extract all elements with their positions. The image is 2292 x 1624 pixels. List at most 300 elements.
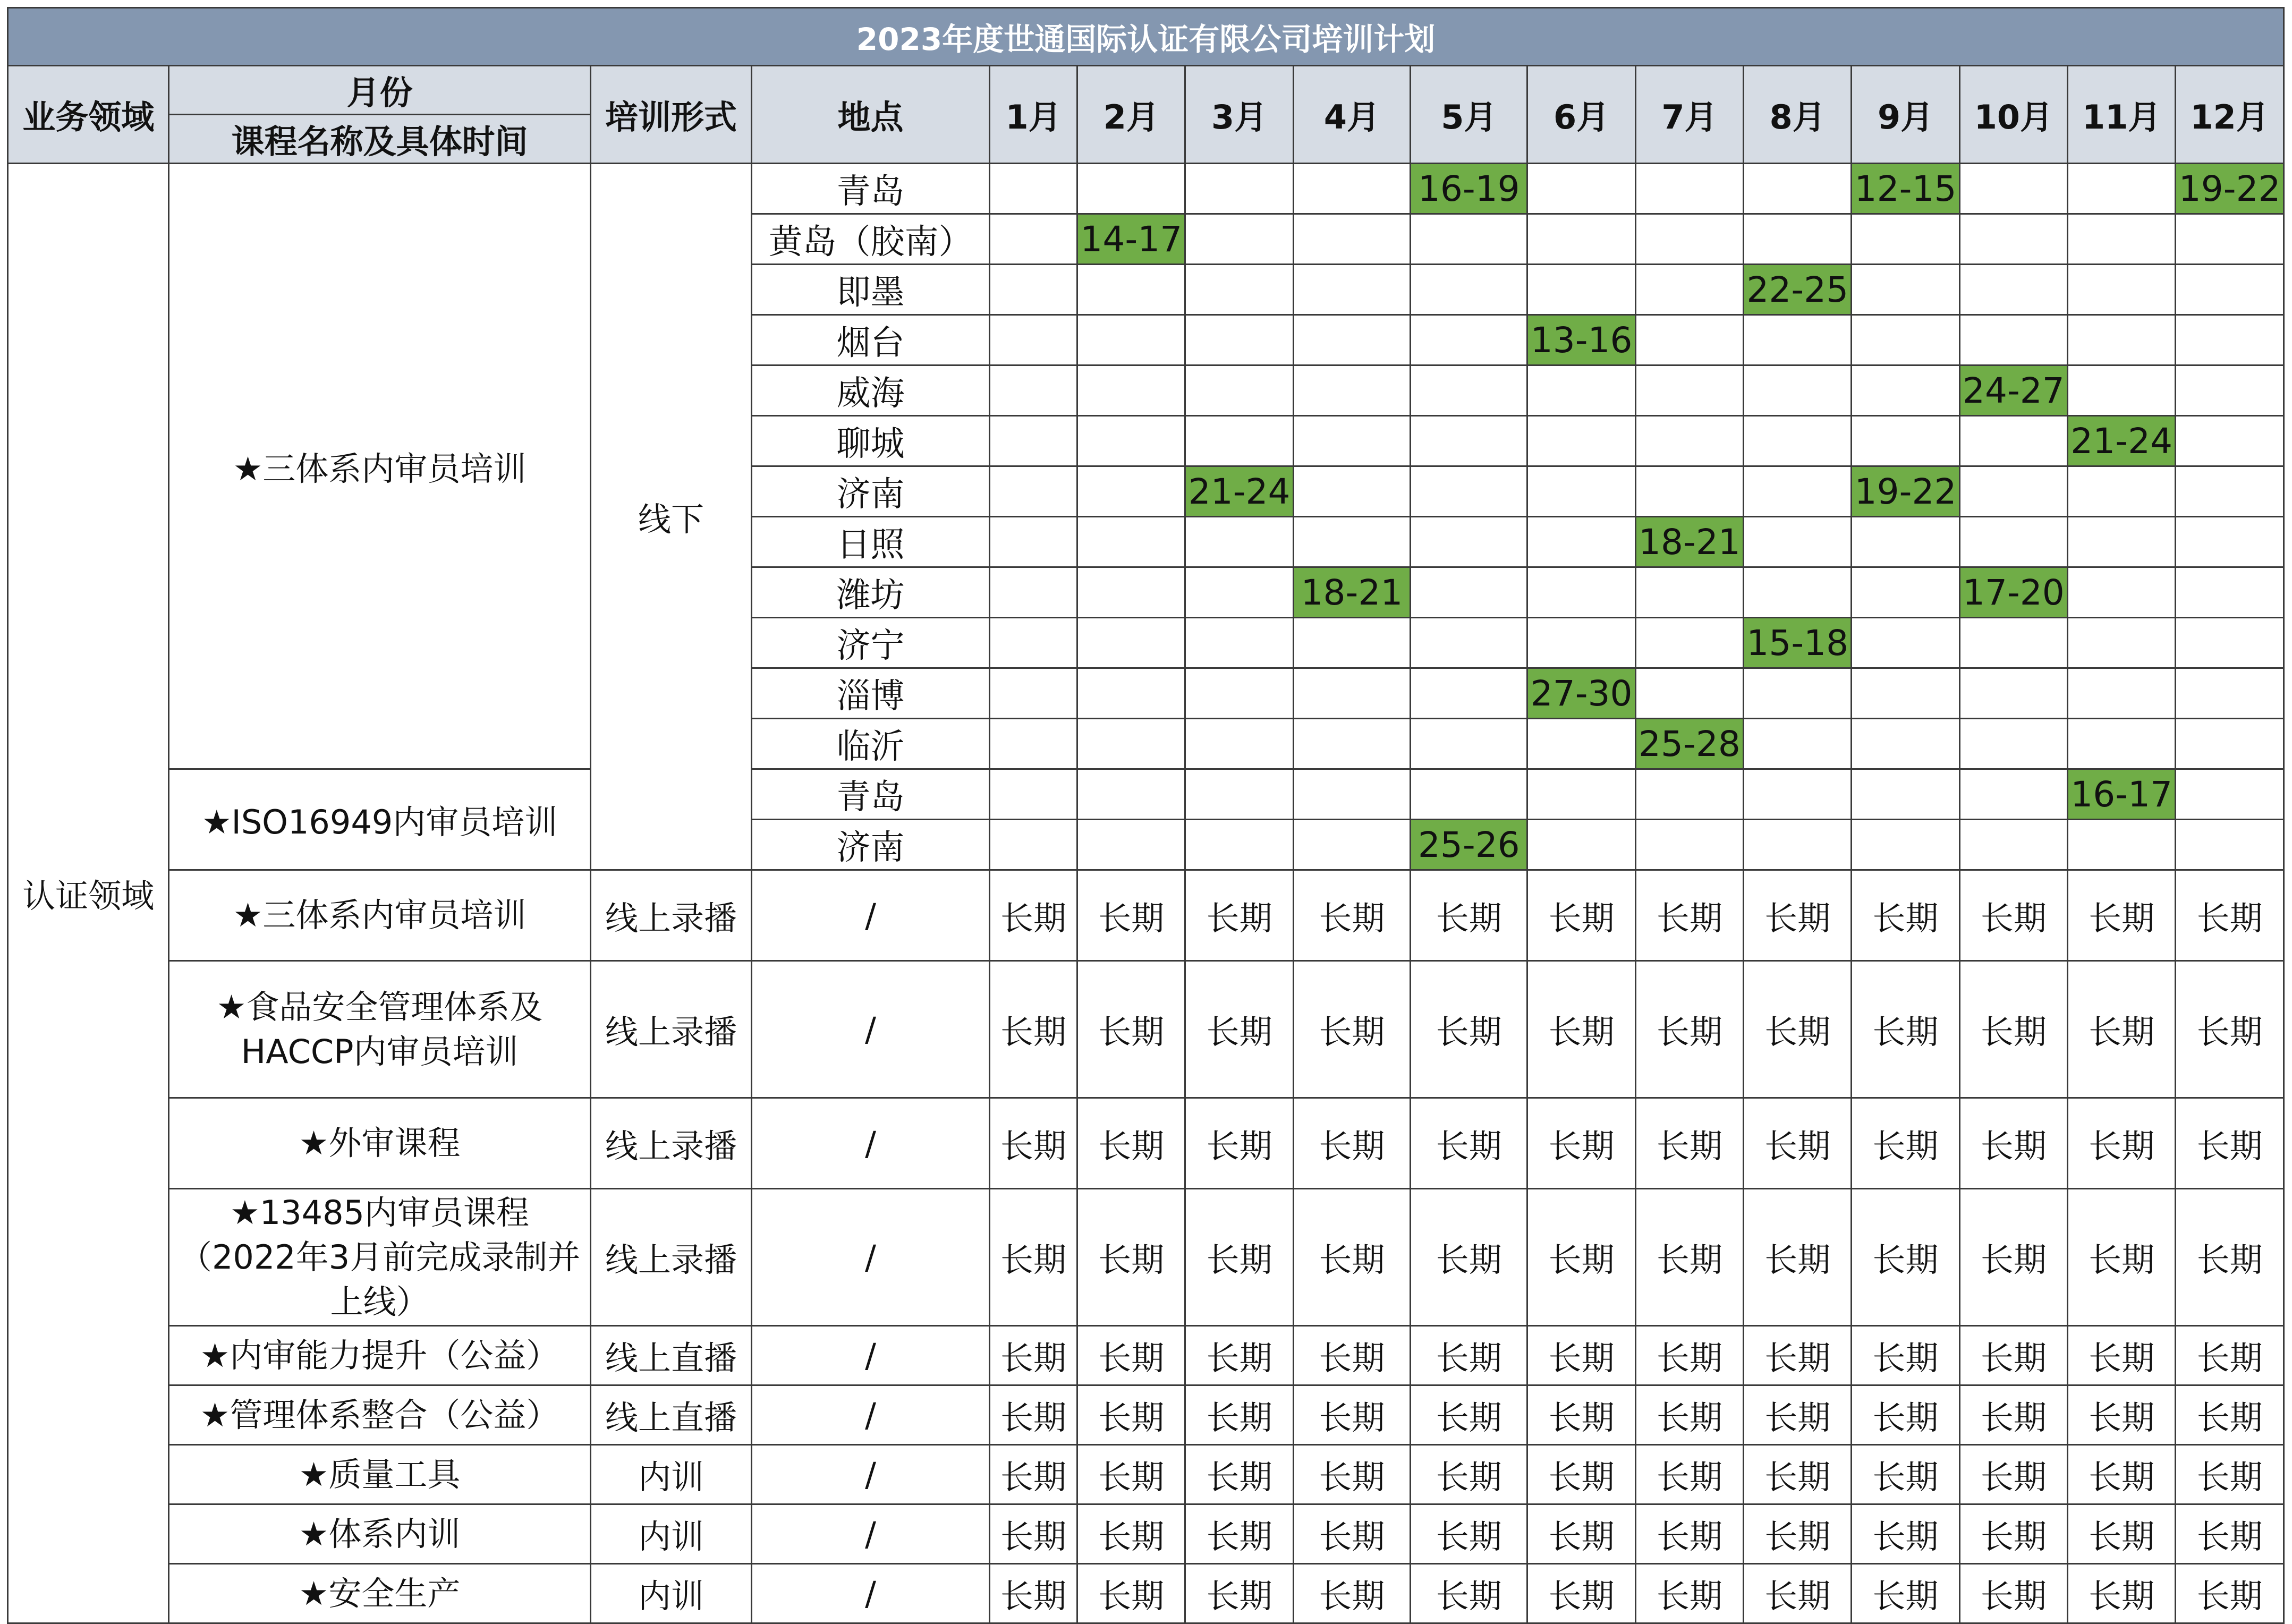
schedule-date-cell: 24-27 [1959, 365, 2067, 416]
long-term-cell: 长期 [1411, 1385, 1527, 1445]
location-cell: / [752, 1504, 990, 1564]
empty-month-cell [2176, 820, 2284, 870]
long-term-cell: 长期 [1527, 1326, 1635, 1385]
empty-month-cell [1852, 769, 1959, 820]
long-term-cell: 长期 [2176, 1385, 2284, 1445]
empty-month-cell [1527, 567, 1635, 618]
long-term-cell: 长期 [2068, 961, 2176, 1098]
empty-month-cell [1293, 769, 1410, 820]
empty-month-cell [1959, 416, 2067, 466]
location-cell: 潍坊 [752, 567, 990, 618]
long-term-cell: 长期 [1185, 1504, 1293, 1564]
long-term-cell: 长期 [1635, 961, 1743, 1098]
header-month-1: 1月 [989, 66, 1077, 164]
long-term-cell: 长期 [1959, 1326, 2067, 1385]
long-term-cell: 长期 [989, 1189, 1077, 1326]
long-term-cell: 长期 [2068, 1564, 2176, 1623]
empty-month-cell [1293, 618, 1410, 668]
empty-month-cell [1635, 618, 1743, 668]
long-term-cell: 长期 [1852, 961, 1959, 1098]
empty-month-cell [2176, 567, 2284, 618]
empty-month-cell [1411, 365, 1527, 416]
long-term-cell: 长期 [1077, 961, 1185, 1098]
empty-month-cell [989, 416, 1077, 466]
empty-month-cell [1635, 214, 1743, 265]
location-cell: 济南 [752, 466, 990, 517]
location-cell: / [752, 870, 990, 961]
empty-month-cell [1744, 416, 1852, 466]
empty-month-cell [2176, 517, 2284, 567]
location-cell: / [752, 961, 990, 1098]
empty-month-cell [1411, 466, 1527, 517]
empty-month-cell [1293, 820, 1410, 870]
schedule-date-cell: 27-30 [1527, 668, 1635, 719]
header-location: 地点 [752, 66, 990, 164]
long-term-cell: 长期 [1959, 1385, 2067, 1445]
long-term-cell: 长期 [2176, 1098, 2284, 1189]
location-cell: / [752, 1564, 990, 1623]
long-term-cell: 长期 [1527, 1098, 1635, 1189]
table-row [8, 1504, 2284, 1564]
schedule-date-cell: 12-15 [1852, 164, 1959, 214]
training-plan-table [7, 7, 2285, 1624]
long-term-cell: 长期 [1959, 1564, 2067, 1623]
empty-month-cell [1527, 265, 1635, 315]
table-row [8, 164, 2284, 214]
empty-month-cell [2068, 214, 2176, 265]
empty-month-cell [1185, 315, 1293, 365]
long-term-cell: 长期 [1635, 1445, 1743, 1504]
location-cell: / [752, 1385, 990, 1445]
course-name: ★三体系内审员培训 [169, 870, 590, 961]
long-term-cell: 长期 [1635, 1098, 1743, 1189]
long-term-cell: 长期 [1293, 1189, 1410, 1326]
header-month-12: 12月 [2176, 66, 2284, 164]
empty-month-cell [1635, 820, 1743, 870]
long-term-cell: 长期 [1527, 1189, 1635, 1326]
header-month-3: 3月 [1185, 66, 1293, 164]
long-term-cell: 长期 [1527, 1504, 1635, 1564]
empty-month-cell [1527, 719, 1635, 769]
long-term-cell: 长期 [989, 1385, 1077, 1445]
empty-month-cell [1852, 265, 1959, 315]
empty-month-cell [2176, 618, 2284, 668]
long-term-cell: 长期 [1527, 1564, 1635, 1623]
empty-month-cell [989, 164, 1077, 214]
empty-month-cell [2176, 769, 2284, 820]
empty-month-cell [1635, 668, 1743, 719]
empty-month-cell [2176, 214, 2284, 265]
long-term-cell: 长期 [1293, 1326, 1410, 1385]
long-term-cell: 长期 [2176, 961, 2284, 1098]
long-term-cell: 长期 [1635, 1326, 1743, 1385]
empty-month-cell [2176, 719, 2284, 769]
long-term-cell: 长期 [1411, 1098, 1527, 1189]
empty-month-cell [1077, 820, 1185, 870]
empty-month-cell [1852, 416, 1959, 466]
empty-month-cell [989, 769, 1077, 820]
empty-month-cell [1293, 315, 1410, 365]
table-row [8, 870, 2284, 961]
long-term-cell: 长期 [1635, 870, 1743, 961]
format-cell: 内训 [590, 1445, 751, 1504]
empty-month-cell [1959, 668, 2067, 719]
schedule-date-cell: 25-28 [1635, 719, 1743, 769]
schedule-date-cell: 19-22 [2176, 164, 2284, 214]
empty-month-cell [1077, 265, 1185, 315]
location-cell: 淄博 [752, 668, 990, 719]
empty-month-cell [989, 719, 1077, 769]
location-cell: 即墨 [752, 265, 990, 315]
empty-month-cell [1411, 719, 1527, 769]
domain-cell: 认证领域 [8, 164, 169, 1623]
long-term-cell: 长期 [1744, 1326, 1852, 1385]
header-month-label: 月份 [169, 66, 590, 115]
long-term-cell: 长期 [2068, 1504, 2176, 1564]
long-term-cell: 长期 [1293, 1504, 1410, 1564]
long-term-cell: 长期 [2068, 870, 2176, 961]
long-term-cell: 长期 [1293, 1385, 1410, 1445]
location-cell: / [752, 1326, 990, 1385]
empty-month-cell [1077, 466, 1185, 517]
empty-month-cell [1411, 668, 1527, 719]
sheet-title: 2023年度世通国际认证有限公司培训计划 [8, 8, 2284, 66]
long-term-cell: 长期 [1527, 870, 1635, 961]
header-format: 培训形式 [590, 66, 751, 164]
empty-month-cell [2068, 365, 2176, 416]
long-term-cell: 长期 [1744, 1504, 1852, 1564]
long-term-cell: 长期 [1852, 1504, 1959, 1564]
long-term-cell: 长期 [1077, 1098, 1185, 1189]
schedule-date-cell: 21-24 [2068, 416, 2176, 466]
header-month-7: 7月 [1635, 66, 1743, 164]
location-cell: 威海 [752, 365, 990, 416]
empty-month-cell [2068, 618, 2176, 668]
empty-month-cell [1293, 416, 1410, 466]
long-term-cell: 长期 [1293, 1445, 1410, 1504]
empty-month-cell [1077, 567, 1185, 618]
empty-month-cell [1959, 769, 2067, 820]
location-cell: 青岛 [752, 164, 990, 214]
long-term-cell: 长期 [1852, 1564, 1959, 1623]
format-cell: 线上录播 [590, 961, 751, 1098]
schedule-date-cell: 14-17 [1077, 214, 1185, 265]
course-name: ★外审课程 [169, 1098, 590, 1189]
long-term-cell: 长期 [1411, 961, 1527, 1098]
location-cell: / [752, 1445, 990, 1504]
header-month-5: 5月 [1411, 66, 1527, 164]
long-term-cell: 长期 [1744, 961, 1852, 1098]
long-term-cell: 长期 [1744, 1564, 1852, 1623]
long-term-cell: 长期 [1185, 870, 1293, 961]
format-cell: 线上直播 [590, 1385, 751, 1445]
long-term-cell: 长期 [1852, 870, 1959, 961]
empty-month-cell [1635, 315, 1743, 365]
empty-month-cell [989, 618, 1077, 668]
long-term-cell: 长期 [2068, 1385, 2176, 1445]
course-name: ★内审能力提升（公益） [169, 1326, 590, 1385]
long-term-cell: 长期 [989, 1098, 1077, 1189]
empty-month-cell [989, 466, 1077, 517]
empty-month-cell [1527, 820, 1635, 870]
empty-month-cell [1527, 164, 1635, 214]
table-row [8, 1326, 2284, 1385]
empty-month-cell [1852, 517, 1959, 567]
course-name: ★三体系内审员培训 [169, 164, 590, 769]
empty-month-cell [2176, 315, 2284, 365]
empty-month-cell [2176, 365, 2284, 416]
empty-month-cell [989, 668, 1077, 719]
empty-month-cell [1959, 618, 2067, 668]
course-name: ★体系内训 [169, 1504, 590, 1564]
empty-month-cell [1635, 466, 1743, 517]
empty-month-cell [1527, 416, 1635, 466]
empty-month-cell [1959, 820, 2067, 870]
empty-month-cell [2068, 517, 2176, 567]
empty-month-cell [2176, 416, 2284, 466]
long-term-cell: 长期 [1293, 1098, 1410, 1189]
format-cell: 线下 [590, 164, 751, 870]
empty-month-cell [1411, 769, 1527, 820]
empty-month-cell [2068, 668, 2176, 719]
long-term-cell: 长期 [1635, 1189, 1743, 1326]
long-term-cell: 长期 [1411, 1445, 1527, 1504]
empty-month-cell [989, 567, 1077, 618]
empty-month-cell [1077, 365, 1185, 416]
long-term-cell: 长期 [1077, 1445, 1185, 1504]
long-term-cell: 长期 [1852, 1326, 1959, 1385]
long-term-cell: 长期 [989, 870, 1077, 961]
course-name: ★食品安全管理体系及HACCP内审员培训 [169, 961, 590, 1098]
empty-month-cell [1744, 164, 1852, 214]
empty-month-cell [1852, 618, 1959, 668]
schedule-date-cell: 13-16 [1527, 315, 1635, 365]
empty-month-cell [2176, 668, 2284, 719]
empty-month-cell [1293, 719, 1410, 769]
empty-month-cell [1077, 315, 1185, 365]
long-term-cell: 长期 [1411, 1564, 1527, 1623]
empty-month-cell [1852, 365, 1959, 416]
empty-month-cell [1185, 719, 1293, 769]
long-term-cell: 长期 [2176, 870, 2284, 961]
long-term-cell: 长期 [1527, 1445, 1635, 1504]
empty-month-cell [1293, 517, 1410, 567]
long-term-cell: 长期 [2176, 1564, 2284, 1623]
long-term-cell: 长期 [989, 1564, 1077, 1623]
long-term-cell: 长期 [2176, 1504, 2284, 1564]
empty-month-cell [1744, 820, 1852, 870]
empty-month-cell [2068, 164, 2176, 214]
long-term-cell: 长期 [1744, 870, 1852, 961]
long-term-cell: 长期 [1411, 1326, 1527, 1385]
empty-month-cell [989, 820, 1077, 870]
empty-month-cell [989, 517, 1077, 567]
long-term-cell: 长期 [1959, 1098, 2067, 1189]
long-term-cell: 长期 [1411, 870, 1527, 961]
empty-month-cell [1635, 567, 1743, 618]
location-cell: / [752, 1189, 990, 1326]
schedule-date-cell: 21-24 [1185, 466, 1293, 517]
long-term-cell: 长期 [1852, 1098, 1959, 1189]
location-cell: 烟台 [752, 315, 990, 365]
long-term-cell: 长期 [1744, 1385, 1852, 1445]
header-month-11: 11月 [2068, 66, 2176, 164]
empty-month-cell [989, 265, 1077, 315]
long-term-cell: 长期 [1744, 1098, 1852, 1189]
location-cell: 黄岛（胶南） [752, 214, 990, 265]
empty-month-cell [1185, 416, 1293, 466]
empty-month-cell [1959, 517, 2067, 567]
empty-month-cell [1959, 164, 2067, 214]
empty-month-cell [1411, 618, 1527, 668]
empty-month-cell [1185, 164, 1293, 214]
empty-month-cell [1185, 265, 1293, 315]
empty-month-cell [1077, 164, 1185, 214]
empty-month-cell [1293, 668, 1410, 719]
long-term-cell: 长期 [1959, 1504, 2067, 1564]
empty-month-cell [1635, 164, 1743, 214]
long-term-cell: 长期 [1185, 1326, 1293, 1385]
long-term-cell: 长期 [989, 1504, 1077, 1564]
long-term-cell: 长期 [1959, 961, 2067, 1098]
long-term-cell: 长期 [1185, 1385, 1293, 1445]
empty-month-cell [1185, 567, 1293, 618]
empty-month-cell [1635, 416, 1743, 466]
long-term-cell: 长期 [1077, 1564, 1185, 1623]
location-cell: 济宁 [752, 618, 990, 668]
empty-month-cell [2068, 315, 2176, 365]
course-name: ★ISO16949内审员培训 [169, 769, 590, 870]
empty-month-cell [1744, 466, 1852, 517]
header-domain: 业务领域 [8, 66, 169, 164]
empty-month-cell [1959, 265, 2067, 315]
empty-month-cell [1635, 769, 1743, 820]
empty-month-cell [989, 315, 1077, 365]
long-term-cell: 长期 [1185, 1564, 1293, 1623]
schedule-date-cell: 15-18 [1744, 618, 1852, 668]
empty-month-cell [1411, 265, 1527, 315]
long-term-cell: 长期 [2176, 1189, 2284, 1326]
header-month-2: 2月 [1077, 66, 1185, 164]
table-row [8, 1189, 2284, 1326]
long-term-cell: 长期 [1077, 1385, 1185, 1445]
long-term-cell: 长期 [1411, 1189, 1527, 1326]
long-term-cell: 长期 [2176, 1445, 2284, 1504]
location-cell: 日照 [752, 517, 990, 567]
long-term-cell: 长期 [2068, 1189, 2176, 1326]
long-term-cell: 长期 [2068, 1445, 2176, 1504]
empty-month-cell [1852, 820, 1959, 870]
empty-month-cell [1527, 618, 1635, 668]
empty-month-cell [1185, 769, 1293, 820]
schedule-date-cell: 22-25 [1744, 265, 1852, 315]
schedule-date-cell: 25-26 [1411, 820, 1527, 870]
empty-month-cell [1959, 719, 2067, 769]
empty-month-cell [2176, 466, 2284, 517]
schedule-date-cell: 17-20 [1959, 567, 2067, 618]
empty-month-cell [1077, 618, 1185, 668]
long-term-cell: 长期 [1185, 1098, 1293, 1189]
long-term-cell: 长期 [1293, 961, 1410, 1098]
empty-month-cell [2068, 820, 2176, 870]
location-cell: 青岛 [752, 769, 990, 820]
format-cell: 内训 [590, 1504, 751, 1564]
long-term-cell: 长期 [1527, 961, 1635, 1098]
long-term-cell: 长期 [1293, 870, 1410, 961]
empty-month-cell [1959, 466, 2067, 517]
empty-month-cell [1852, 668, 1959, 719]
long-term-cell: 长期 [1959, 1189, 2067, 1326]
empty-month-cell [1527, 769, 1635, 820]
empty-month-cell [1744, 365, 1852, 416]
empty-month-cell [1411, 416, 1527, 466]
long-term-cell: 长期 [2068, 1098, 2176, 1189]
empty-month-cell [2068, 567, 2176, 618]
empty-month-cell [1527, 214, 1635, 265]
empty-month-cell [1959, 214, 2067, 265]
empty-month-cell [1185, 214, 1293, 265]
table-row [8, 1445, 2284, 1504]
empty-month-cell [1185, 820, 1293, 870]
long-term-cell: 长期 [1635, 1385, 1743, 1445]
schedule-date-cell: 18-21 [1635, 517, 1743, 567]
header-month-8: 8月 [1744, 66, 1852, 164]
empty-month-cell [1744, 315, 1852, 365]
format-cell: 内训 [590, 1564, 751, 1623]
table-row [8, 1564, 2284, 1623]
empty-month-cell [1411, 567, 1527, 618]
long-term-cell: 长期 [1185, 1189, 1293, 1326]
empty-month-cell [1527, 365, 1635, 416]
empty-month-cell [1744, 719, 1852, 769]
schedule-date-cell: 16-19 [1411, 164, 1527, 214]
location-cell: 济南 [752, 820, 990, 870]
empty-month-cell [1635, 365, 1743, 416]
empty-month-cell [1185, 517, 1293, 567]
course-name: ★安全生产 [169, 1564, 590, 1623]
empty-month-cell [1744, 214, 1852, 265]
long-term-cell: 长期 [1744, 1189, 1852, 1326]
empty-month-cell [1959, 315, 2067, 365]
long-term-cell: 长期 [1959, 870, 2067, 961]
long-term-cell: 长期 [1077, 1326, 1185, 1385]
long-term-cell: 长期 [1411, 1504, 1527, 1564]
empty-month-cell [1077, 668, 1185, 719]
format-cell: 线上录播 [590, 870, 751, 961]
long-term-cell: 长期 [1852, 1385, 1959, 1445]
location-cell: / [752, 1098, 990, 1189]
long-term-cell: 长期 [1077, 870, 1185, 961]
empty-month-cell [2068, 265, 2176, 315]
empty-month-cell [1293, 164, 1410, 214]
empty-month-cell [989, 365, 1077, 416]
empty-month-cell [1293, 265, 1410, 315]
location-cell: 聊城 [752, 416, 990, 466]
empty-month-cell [1185, 618, 1293, 668]
empty-month-cell [1527, 517, 1635, 567]
empty-month-cell [1185, 668, 1293, 719]
long-term-cell: 长期 [989, 961, 1077, 1098]
empty-month-cell [2176, 265, 2284, 315]
empty-month-cell [1293, 365, 1410, 416]
long-term-cell: 长期 [1635, 1504, 1743, 1564]
empty-month-cell [1293, 214, 1410, 265]
empty-month-cell [1411, 214, 1527, 265]
table-row [8, 1385, 2284, 1445]
long-term-cell: 长期 [1852, 1445, 1959, 1504]
long-term-cell: 长期 [1077, 1504, 1185, 1564]
empty-month-cell [1744, 517, 1852, 567]
